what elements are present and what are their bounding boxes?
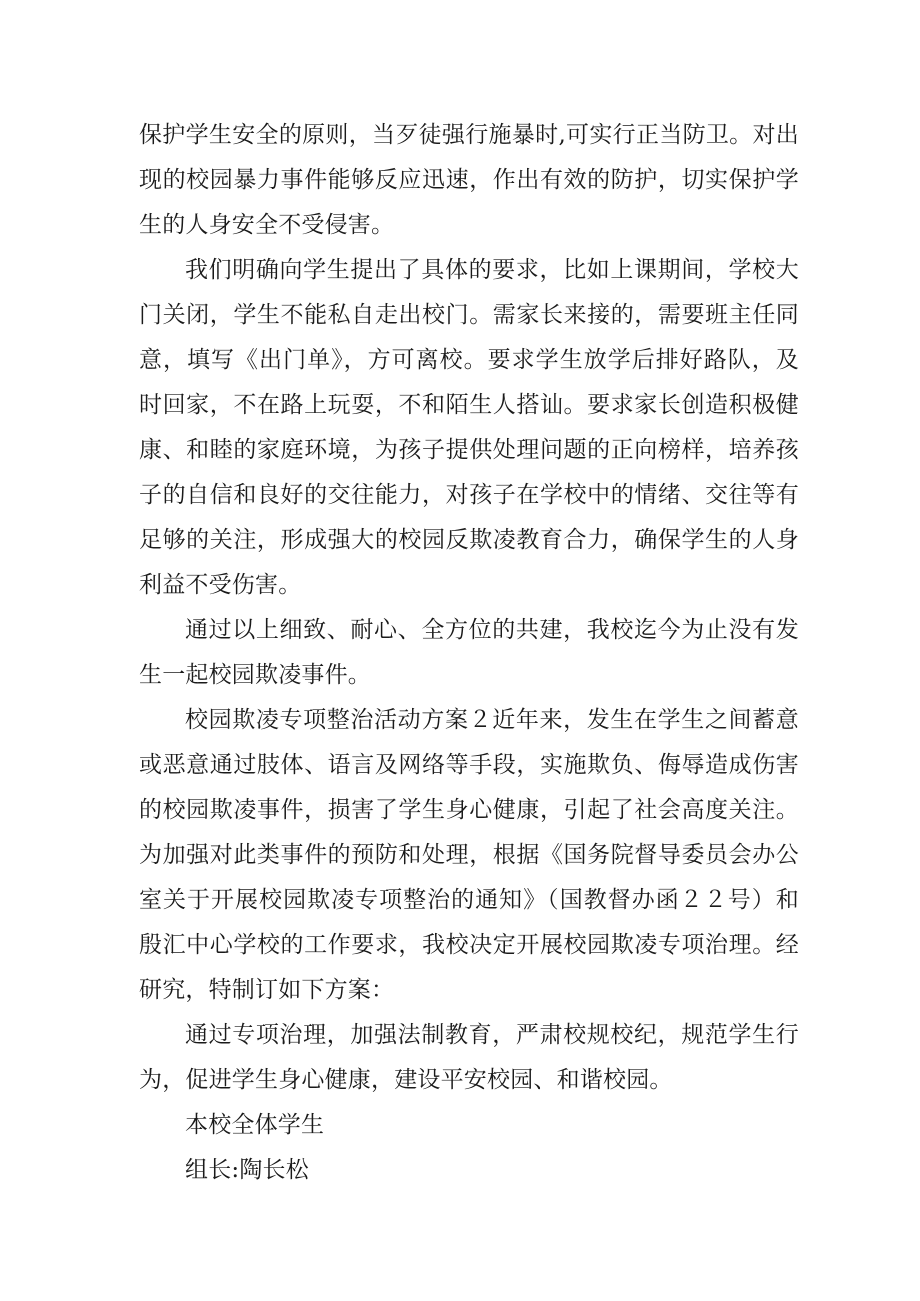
- paragraph-campaign-background: 校园欺凌专项整治活动方案２近年来，发生在学生之间蓄意或恶意通过肢体、语言及网络等手段，实施欺负、侮辱造成伤害的校园欺凌事件，损害了学生身心健康，引起了社会高度关注。为加强对此类事件的预防和处理，根据《国务院督导委员会办公室关于开展校园欺凌专项整治的通知》（国教督办函２２号）和殷汇中心学校的工作要求，我校决定开展校园欺凌专项治理。经研究，特制订如下方案：: [139, 707, 799, 1003]
- document-body: [139, 113, 799, 1193]
- paragraph-campaign-goal: 通过专项治理，加强法制教育，严肃校规校纪，规范学生行为，促进学生身心健康，建设平安校园、和谐校园。: [139, 1022, 799, 1093]
- paragraph-co-building-result: 通过以上细致、耐心、全方位的共建，我校迄今为止没有发生一起校园欺凌事件。: [139, 617, 799, 688]
- paragraph-team-leader: 组长:陶长松: [185, 1157, 309, 1183]
- paragraph-safety-principle: 保护学生安全的原则，当歹徒强行施暴时,可实行正当防卫。对出现的校园暴力事件能够反应迅速，作出有效的防护，切实保护学生的人身安全不受侵害。: [139, 122, 799, 238]
- paragraph-student-requirements: 我们明确向学生提出了具体的要求，比如上课期间，学校大门关闭，学生不能私自走出校门。需家长来接的，需要班主任同意，填写《出门单》，方可离校。要求学生放学后排好路队，及时回家，不在路上玩耍，不和陌生人搭讪。要求家长创造积极健康、和睦的家庭环境，为孩子提供处理问题的正向榜样，培养孩子的自信和良好的交往能力，对孩子在学校中的情绪、交往等有足够的关注，形成强大的校园反欺凌教育合力，确保学生的人身利益不受伤害。: [139, 257, 799, 598]
- paragraph-target-audience: 本校全体学生: [185, 1112, 325, 1138]
